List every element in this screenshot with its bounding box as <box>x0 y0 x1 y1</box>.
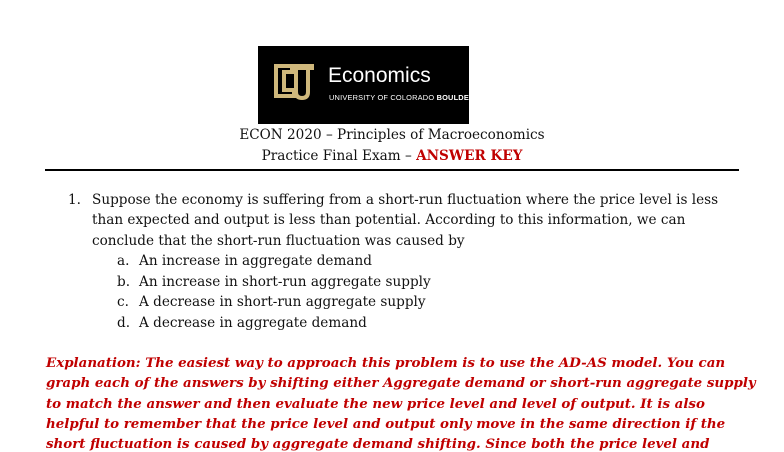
question-text-line: conclude that the short-run fluctuation was caused by <box>92 233 465 249</box>
exam-title <box>0 148 784 164</box>
course-title: ECON 2020 – Principles of Macroeconomics <box>239 127 545 143</box>
logo-university-text: UNIVERSITY OF COLORADO BOULDER <box>329 93 475 102</box>
explanation-line: Explanation: The easiest way to approach this problem is to use the AD-AS model. You can <box>46 355 726 371</box>
option-letter-b: b. <box>117 274 131 290</box>
cu-economics-logo <box>258 46 475 124</box>
option-text-d: A decrease in aggregate demand <box>139 315 367 331</box>
explanation-line: helpful to remember that the price level and output only move in the same direction if the <box>46 416 726 432</box>
logo-economics-text: Economics <box>328 64 431 87</box>
question-number: 1. <box>68 192 81 208</box>
exam-title-prefix: Practice Final Exam – <box>261 148 417 164</box>
option-text-c: A decrease in short-run aggregate supply <box>139 294 426 310</box>
option-text-a: An increase in aggregate demand <box>139 253 372 269</box>
option-letter-a: a. <box>117 253 130 269</box>
option-letter-d: d. <box>117 315 131 331</box>
option-letter-c: c. <box>117 294 129 310</box>
explanation-line: to match the answer and then evaluate the new price level and level of output. It is also <box>46 396 705 412</box>
header-divider <box>45 169 739 171</box>
option-text-b: An increase in short-run aggregate supply <box>139 274 431 290</box>
question-text-line: Suppose the economy is suffering from a short-run fluctuation where the price level is less <box>92 192 719 208</box>
explanation-line: short fluctuation is caused by aggregate demand shifting. Since both the price level and <box>46 436 710 452</box>
question-text-line: than expected and output is less than potential. According to this information, we can <box>92 212 686 228</box>
cu-logo-icon <box>270 58 316 104</box>
answer-key-label: ANSWER KEY <box>416 148 523 164</box>
explanation-line: graph each of the answers by shifting either Aggregate demand or short-run aggregate supply <box>46 375 756 391</box>
